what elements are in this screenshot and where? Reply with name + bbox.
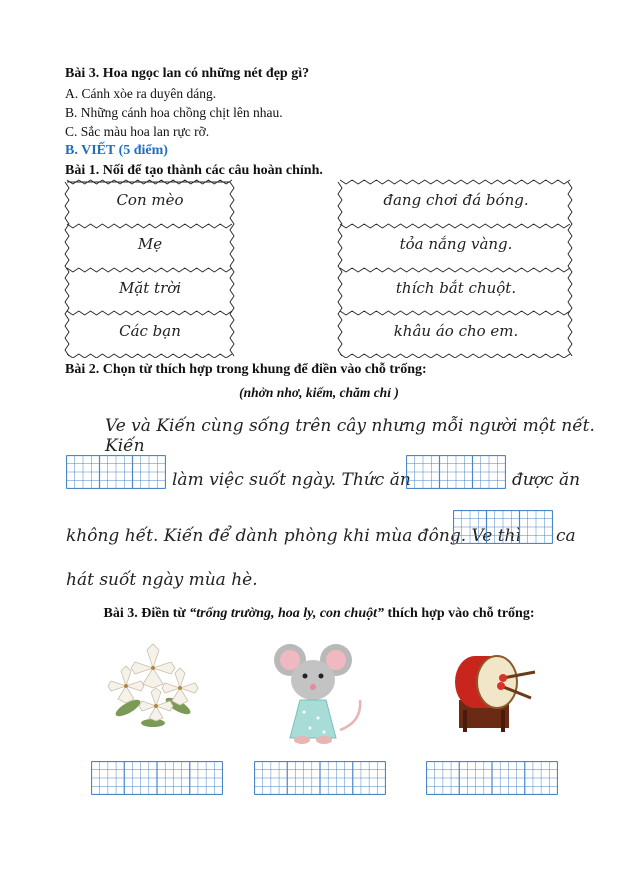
left-item-3[interactable]: Mặt trời — [118, 279, 182, 297]
q3-option-c: C. Sắc màu hoa lan rực rỡ. — [65, 124, 210, 139]
ex2-line-4: hát suốt ngày mùa hè. — [66, 570, 258, 590]
right-item-1[interactable]: đang chơi đá bóng. — [383, 191, 529, 209]
q3-option-b: B. Những cánh hoa chồng chịt lên nhau. — [65, 105, 283, 120]
right-item-3[interactable]: thích bắt chuột. — [395, 279, 517, 297]
lily-flowers-image — [98, 638, 208, 738]
ex3-title-post: thích hợp vào chỗ trống: — [384, 606, 535, 621]
answer-box-2[interactable] — [254, 761, 386, 795]
ex3-title-words: “trống trường, hoa ly, con chuột” — [189, 606, 384, 621]
ex2-line-1: Ve và Kiến cùng sống trên cây nhưng mỗi người một nết. Kiến — [105, 416, 595, 456]
left-item-2[interactable]: Mẹ — [137, 235, 163, 253]
left-item-1[interactable]: Con mèo — [116, 191, 184, 209]
answer-box-3[interactable] — [426, 761, 558, 795]
blank-box-2[interactable] — [406, 455, 506, 489]
left-item-4[interactable]: Các bạn — [119, 322, 181, 340]
blank-box-1[interactable] — [66, 455, 166, 489]
q3-option-a: A. Cánh xòe ra duyên dáng. — [65, 86, 217, 101]
drum-image — [445, 650, 540, 735]
ex2-word-box: (nhởn nhơ, kiếm, chăm chỉ ) — [239, 385, 399, 400]
ex2-line-2-mid: làm việc suốt ngày. Thức ăn — [172, 470, 411, 490]
ex1-title: Bài 1. Nối để tạo thành các câu hoàn chỉnh. — [65, 163, 323, 178]
ex2-title: Bài 2. Chọn từ thích hợp trong khung để điền vào chỗ trống: — [65, 362, 427, 377]
mouse-image — [262, 640, 372, 748]
ex2-line-3-end: ca — [556, 526, 576, 546]
blank-box-3[interactable] — [453, 510, 553, 544]
q3-title: Bài 3. Hoa ngọc lan có những nét đẹp gì? — [65, 66, 310, 81]
ex3-title-pre: Bài 3. Điền từ — [103, 606, 190, 621]
ex2-line-2-end: được ăn — [512, 470, 581, 490]
right-column — [342, 182, 570, 354]
section-title: B. VIẾT (5 điểm) — [65, 143, 168, 158]
right-item-4[interactable]: khâu áo cho em. — [393, 322, 519, 340]
ex2-line-3: không hết. Kiến để dành phòng khi mùa đông. Ve thì — [66, 526, 521, 546]
ex3-title — [0, 606, 638, 622]
answer-box-1[interactable] — [91, 761, 223, 795]
right-item-2[interactable]: tỏa nắng vàng. — [399, 235, 513, 253]
left-column — [67, 182, 233, 354]
